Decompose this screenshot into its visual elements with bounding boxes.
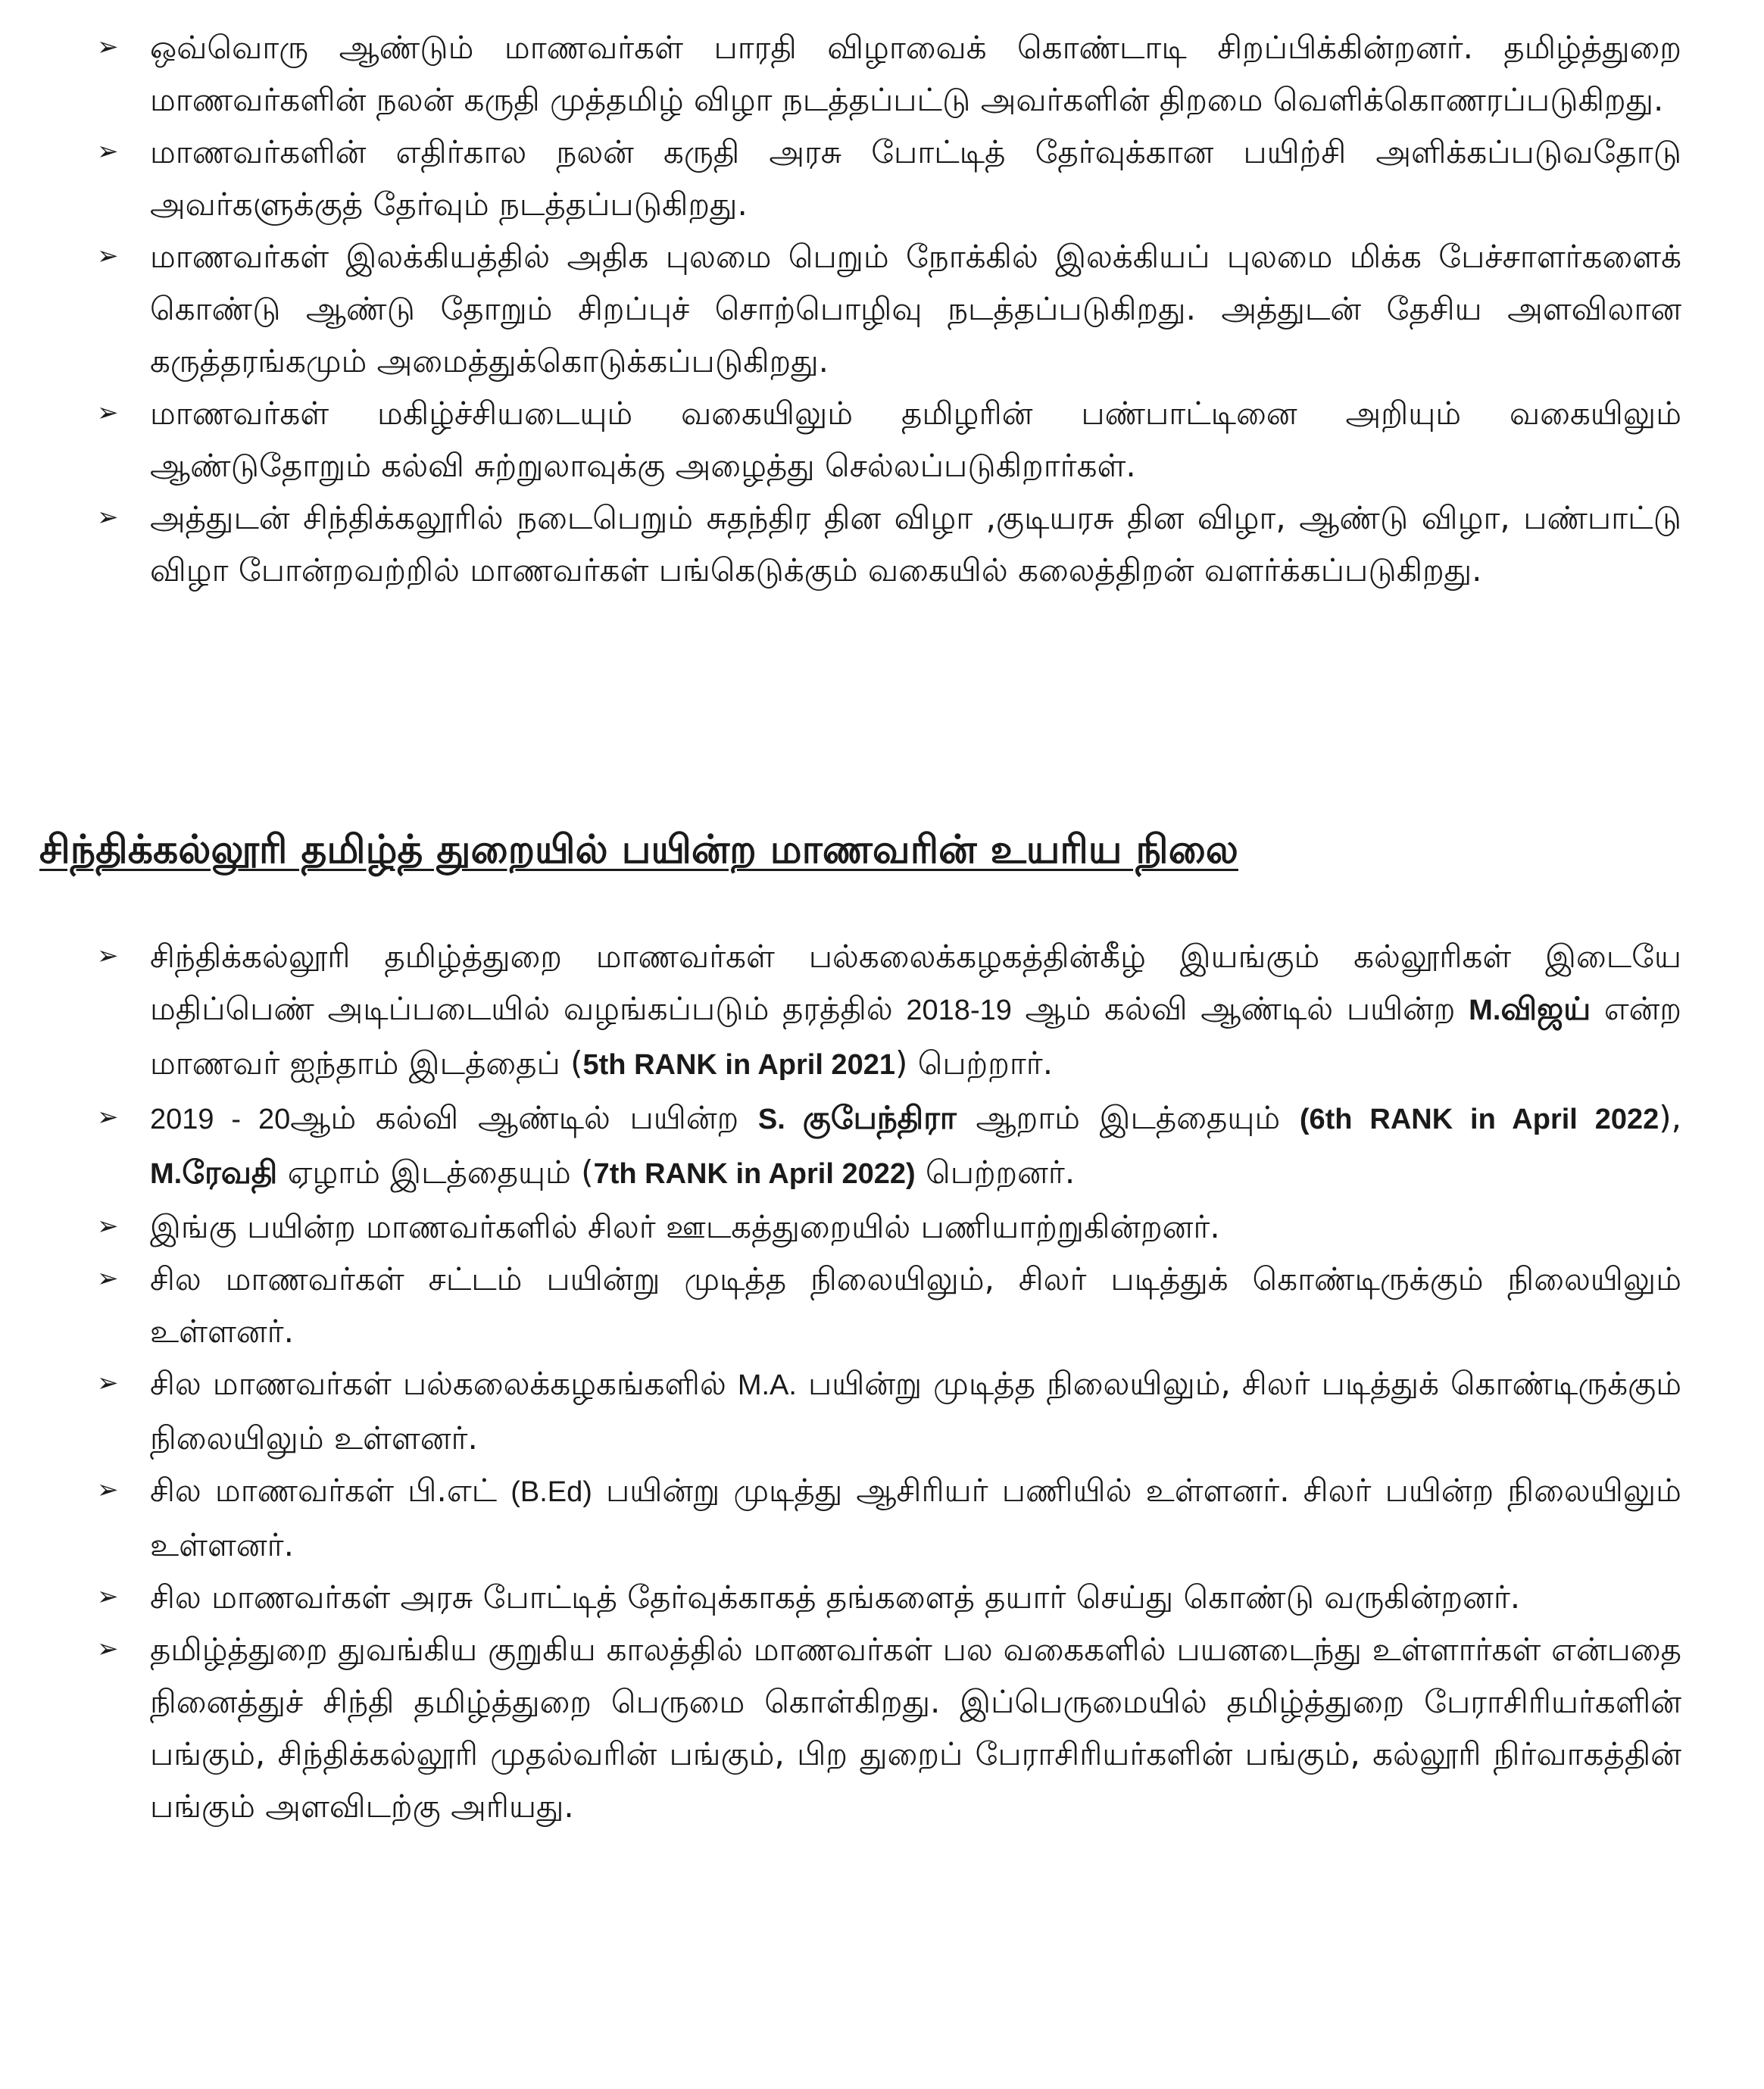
item-text: ஆறாம் இடத்தையும் [956,1099,1300,1136]
item-text: பெற்றனர். [915,1154,1076,1191]
item-text: ஆம் கல்வி ஆண்டில் பயின்ற [290,1099,758,1136]
list-item-rank-2022 [97,1091,1681,1201]
list-item [97,1623,1681,1832]
arrow-bullet-icon: ➢ [97,241,119,271]
arrow-bullet-icon: ➢ [97,502,119,532]
degree-label: (B.Ed) [510,1476,592,1508]
arrow-bullet-icon: ➢ [97,941,119,971]
list-item-text: சில மாணவர்கள் சட்டம் பயின்று முடித்த நிலையிலும், சிலர் படித்துக் கொண்டிருக்கும் நிலையிலும் உள்ளனர். [150,1260,1681,1350]
item-text: சிந்திக்கல்லூரி தமிழ்த்துறை மாணவர்கள் பல்கலைக்கழகத்தின்கீழ் இயங்கும் கல்லூரிகள் இடையே மதிப்பெண் அடிப்படையில் வழங்கப்படும் தரத்தில் [150,938,1681,1027]
list-item [97,1464,1681,1571]
section-heading: சிந்திக்கல்லூரி தமிழ்த் துறையில் பயின்ற மாணவரின் உயரிய நிலை [39,827,1238,873]
student-name: விஜய் [1500,990,1591,1027]
item-text: ), [1659,1099,1682,1136]
achievements-list [97,930,1681,1832]
arrow-bullet-icon: ➢ [97,136,119,167]
student-initial: M. [150,1158,183,1190]
student-name: ரேவதி [182,1154,278,1191]
rank-label: 7th RANK in April 2022) [593,1158,916,1190]
list-item [97,387,1681,492]
list-item [97,1253,1681,1357]
activities-list [97,21,1681,596]
arrow-bullet-icon: ➢ [97,1475,119,1505]
arrow-bullet-icon: ➢ [97,1634,119,1664]
list-item [97,126,1681,230]
item-text: சில மாணவர்கள் பல்கலைக்கழகங்களில் [150,1365,738,1402]
list-item [97,1571,1681,1623]
item-text: பயின்று முடித்த நிலையிலும், சிலர் படித்துக் கொண்டிருக்கும் நிலையிலும் உள்ளனர். [150,1365,1681,1457]
arrow-bullet-icon: ➢ [97,1263,119,1294]
list-item-text: மாணவர்கள் இலக்கியத்தில் அதிக புலமை பெறும் நோக்கில் இலக்கியப் புலமை மிக்க பேச்சாளர்களைக் கொண்டு ஆண்டு தோறும் சிறப்புச் சொற்பொழிவு நடத்தப்படுகிறது. அத்துடன் தேசிய அளவிலான கருத்தரங்கமும் அமைத்துக்கொடுக்கப்படுகிறது. [150,238,1681,379]
student-name: குபேந்திரா [802,1099,957,1136]
rank-label: (6th RANK in April 2022 [1299,1104,1659,1135]
rank-label: 5th RANK in April 2021 [582,1049,895,1081]
arrow-bullet-icon: ➢ [97,1102,119,1132]
list-item [97,1357,1681,1464]
item-text: ஏழாம் இடத்தையும் ( [277,1154,594,1191]
degree-label: M.A. [737,1369,797,1401]
item-text: ஆம் கல்வி ஆண்டில் பயின்ற [1011,990,1469,1027]
academic-year: 2019 - 20 [150,1104,291,1135]
arrow-bullet-icon: ➢ [97,32,119,62]
list-item [97,21,1681,126]
list-item-text: இங்கு பயின்ற மாணவர்களில் சிலர் ஊடகத்துறையில் பணியாற்றுகின்றனர். [150,1208,1220,1245]
list-item-text: மாணவர்கள் மகிழ்ச்சியடையும் வகையிலும் தமிழரின் பண்பாட்டினை அறியும் வகையிலும் ஆண்டுதோறும் கல்வி சுற்றுலாவுக்கு அழைத்து செல்லப்படுகிறார்கள். [150,395,1681,484]
item-text: பயின்று முடித்து ஆசிரியர் பணியில் உள்ளனர். சிலர் பயின்ற நிலையிலும் உள்ளனர். [150,1472,1681,1563]
academic-year: 2018-19 [906,995,1012,1026]
list-item-text: தமிழ்த்துறை துவங்கிய குறுகிய காலத்தில் மாணவர்கள் பல வகைகளில் பயனடைந்து உள்ளார்கள் என்பதை நினைத்துச் சிந்தி தமிழ்த்துறை பெருமை கொள்கிறது. இப்பெருமையில் தமிழ்த்துறை பேராசிரியர்களின் பங்கும், சிந்திக்கல்லூரி முதல்வரின் பங்கும், பிற துறைப் பேராசிரியர்களின் பங்கும், கல்லூரி நிர்வாகத்தின் பங்கும் அளவிடற்கு அரியது. [150,1631,1681,1825]
list-item-text: மாணவர்களின் எதிர்கால நலன் கருதி அரசு போட்டித் தேர்வுக்கான பயிற்சி அளிக்கப்படுவதோடு அவர்களுக்குத் தேர்வும் நடத்தப்படுகிறது. [150,133,1681,223]
arrow-bullet-icon: ➢ [97,1582,119,1612]
list-item [97,230,1681,387]
arrow-bullet-icon: ➢ [97,398,119,428]
list-item [97,492,1681,596]
list-item-text: அத்துடன் சிந்திக்கலூரில் நடைபெறும் சுதந்திர தின விழா ,குடியரசு தின விழா, ஆண்டு விழா, பண்பாட்டு விழா போன்றவற்றில் மாணவர்கள் பங்கெடுக்கும் வகையில் கலைத்திறன் வளர்க்கப்படுகிறது. [150,499,1681,589]
arrow-bullet-icon: ➢ [97,1368,119,1398]
arrow-bullet-icon: ➢ [97,1211,119,1241]
item-text: சில மாணவர்கள் பி.எட் [150,1472,511,1509]
list-item-text: சில மாணவர்கள் அரசு போட்டித் தேர்வுக்காகத் தங்களைத் தயார் செய்து கொண்டு வருகின்றனர். [150,1578,1521,1616]
list-item-text: ஒவ்வொரு ஆண்டும் மாணவர்கள் பாரதி விழாவைக் கொண்டாடி சிறப்பிக்கின்றனர். தமிழ்த்துறை மாணவர்களின் நலன் கருதி முத்தமிழ் விழா நடத்தப்பட்டு அவர்களின் திறமை வெளிக்கொணரப்படுகிறது. [150,29,1681,118]
student-initial: M. [1469,995,1501,1026]
item-text: என்ற மாணவர் ஐந்தாம் இடத்தைப் ( [150,990,1681,1082]
item-text: ) பெற்றார். [894,1044,1054,1082]
list-item-rank-vijay [97,930,1681,1091]
student-initial: S. [757,1104,803,1135]
list-item [97,1201,1681,1253]
